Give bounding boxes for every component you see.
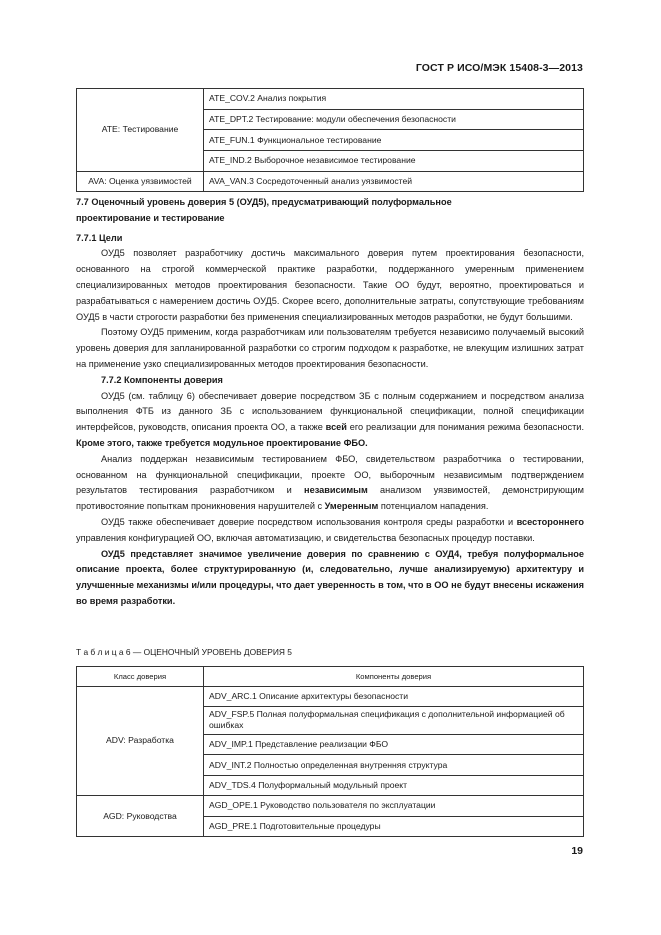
table-header-row [77,667,584,687]
components-paragraph-2a: Анализ поддержан независимым тестированием ФБО, свидетельством разработчика о тестировании, основанном на функциональной спецификации, проекте ОО, выборочным независимым подтверждением результатов тестирования разработчиком и [76,453,584,496]
column-header-components: Компоненты доверия [204,667,584,687]
paragraph [76,452,584,515]
components-paragraph-1c: его реализации для понимания режима безопасности. [346,422,584,433]
emphasis-text: независимым [304,485,368,496]
emphasis-text: Умеренным [324,501,379,512]
table-caption: Т а б л и ц а 6 — ОЦЕНОЧНЫЙ УРОВЕНЬ ДОВЕРИЯ 5 [76,647,292,657]
paragraph [76,325,584,372]
paragraph [76,389,584,452]
table-component-cell: ATE_DPT.2 Тестирование: модули обеспечения безопасности [204,109,584,130]
section-heading-line2: проектирование и тестирование [76,212,225,223]
page-header: ГОСТ Р ИСО/МЭК 15408-3—2013 [415,62,583,74]
table-component-cell: ADV_ARC.1 Описание архитектуры безопасности [204,686,584,706]
emphasis-text: всестороннего [516,516,584,527]
table-row [77,171,584,192]
components-paragraph-2e: потенциалом нападения. [378,501,489,512]
table-component-cell: ADV_INT.2 Полностью определенная внутренняя структура [204,755,584,775]
subsection-heading-goals: 7.7.1 Цели [76,232,123,243]
components-paragraph-2c: анализом уязвимостей, демонстрирующим противостояние попыткам проникновения нарушителей с [76,485,584,512]
table-component-cell: AVA_VAN.3 Сосредоточенный анализ уязвимостей [204,171,584,192]
components-paragraph-3a: ОУД5 также обеспечивает доверие посредством использования контроля среды разработки и [101,516,517,527]
table-row [77,796,584,816]
section-heading [76,195,584,227]
paragraph [76,547,584,610]
table-row [77,89,584,110]
goals-paragraph-1: ОУД5 позволяет разработчику достичь максимального доверия путем проектирования безопасности, основанного на строгой коммерческой практике разработки, поддержанного умеренным применением специализированных методов проектирования безопасности. Такие ОО будут, вероятно, проектироваться и разрабатываться с намерением достичь ОУД5. Скорее всего, дополнительные затраты, сопутствующие требованиям ОУД5 в части строгости разработки без применения специализированных методов разработки, не будут большими. [76,248,584,322]
column-header-class: Класс доверия [77,667,204,687]
table-row [77,686,584,706]
components-paragraph-4: ОУД5 представляет значимое увеличение доверия по сравнению с ОУД4, требуя полуформальное описание проекта, более структурированную (и, следовательно, лучше анализируемую) архитектуру и улучшенные механизмы и/или процедуры, что дает уверенность в том, что в ОО не будут внесены искажения во время разработки. [76,548,584,606]
table-class-cell: AGD: Руководства [77,796,204,837]
assurance-table-continuation [76,88,584,192]
emphasis-text: Кроме этого, также требуется модульное проектирование ФБО. [76,437,368,448]
table-component-cell: ADV_FSP.5 Полная полуформальная спецификация с дополнительной информацией об ошибках [204,706,584,734]
section-body [76,195,584,610]
components-paragraph-1a: ОУД5 (см. таблицу 6) обеспечивает доверие посредством ЗБ с полным содержанием и посредством анализа выполнения ФТБ из данного ЗБ с использованием функциональной спецификации, полной спецификации интерфейсов, руководств, описания проекта ОО, а также [76,390,584,433]
table-class-cell: AVA: Оценка уязвимостей [77,171,204,192]
goals-paragraph-2: Поэтому ОУД5 применим, когда разработчикам или пользователям требуется независимо получаемый высокий уровень доверия для запланированной разработки со строгим подходом к разработке, не влекущим излишних затрат на применение узко специализированных методов проектирования безопасности. [76,327,584,369]
table-component-cell: ADV_TDS.4 Полуформальный модульный проект [204,775,584,795]
table-class-cell: ADV: Разработка [77,686,204,796]
emphasis-text: всей [325,422,347,433]
table-component-cell: ATE_COV.2 Анализ покрытия [204,89,584,110]
section-heading-line1: 7.7 Оценочный уровень доверия 5 (ОУД5), предусматривающий полуформальное [76,197,452,207]
paragraph [76,515,584,547]
table-component-cell: ADV_IMP.1 Представление реализации ФБО [204,734,584,754]
table-component-cell: ATE_FUN.1 Функциональное тестирование [204,130,584,151]
assurance-table-6 [76,666,584,837]
table-component-cell: AGD_OPE.1 Руководство пользователя по эксплуатации [204,796,584,816]
table-component-cell: ATE_IND.2 Выборочное независимое тестирование [204,151,584,172]
table-component-cell: AGD_PRE.1 Подготовительные процедуры [204,816,584,836]
subsection-heading-components [76,373,584,389]
components-paragraph-3c: управления конфигурацией ОО, включая автоматизацию, и свидетельства безопасных процедур поставки. [76,532,535,543]
table-class-cell: ATE: Тестирование [77,89,204,172]
paragraph [76,246,584,325]
components-heading-text: 7.7.2 Компоненты доверия [101,374,223,385]
page-number: 19 [571,845,583,857]
